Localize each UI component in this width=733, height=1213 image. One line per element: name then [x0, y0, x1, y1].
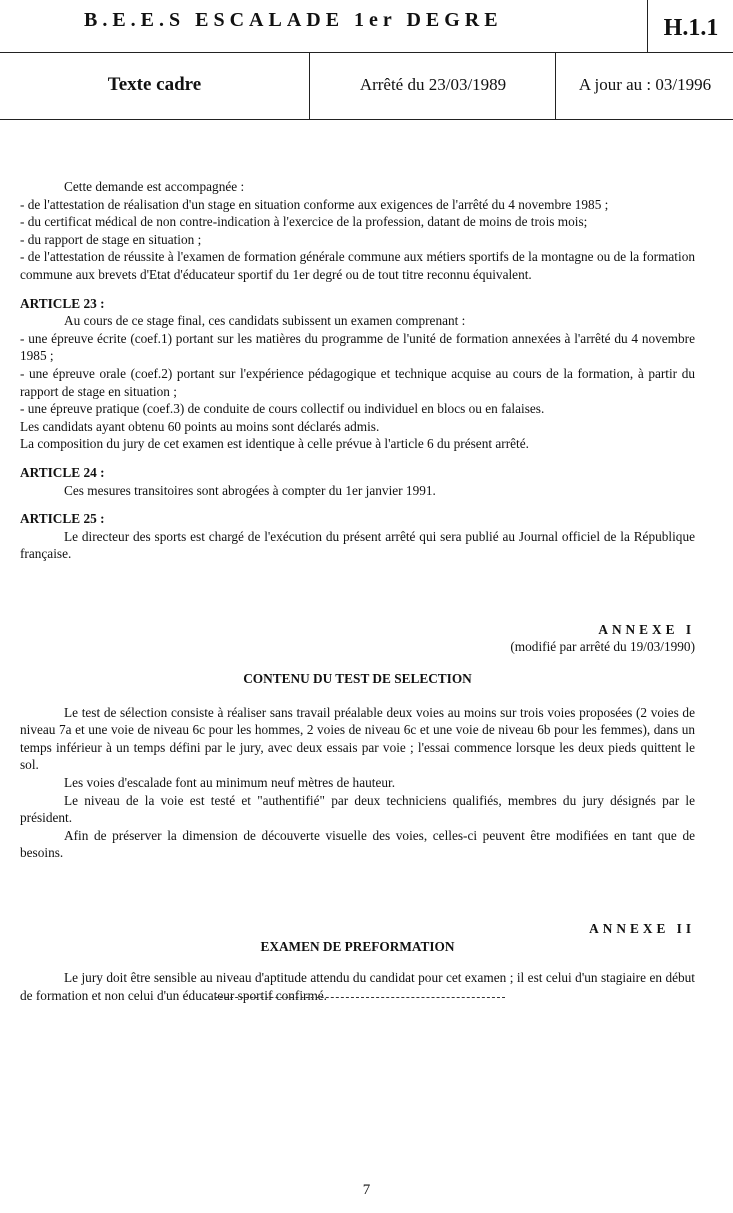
header-title-row [0, 0, 733, 53]
annex-2-title: ANNEXE II [589, 921, 695, 936]
article-23-title: ARTICLE 23 : [20, 295, 105, 311]
list-item: - une épreuve orale (coef.2) portant sur l'expérience pédagogique et technique acquise au cours de la formation, à partir du rapport de stage en situation ; [20, 365, 695, 399]
annex-1-heading: CONTENU DU TEST DE SELECTION [243, 671, 472, 687]
list-item: - une épreuve écrite (coef.1) portant sur les matières du programme de l'unité de formation annexées à l'arrêté du 4 novembre 1985 ; [20, 330, 695, 364]
annex-1-title: ANNEXE I [598, 621, 695, 637]
annex-2-text: Le jury doit être sensible au niveau d'aptitude attendu du candidat pour cet examen ; il est celui d'un stagiaire en début de formation et non celui d'un éducateur sportif confirmé. [20, 970, 695, 1003]
document-body [20, 178, 695, 1004]
article-25-text: Le directeur des sports est chargé de l'exécution du présent arrêté qui sera publié au Journal officiel de la République française. [20, 528, 695, 562]
page-number: 7 [362, 1182, 371, 1198]
text-cadre-label: Texte cadre [107, 74, 202, 95]
header-info-row [0, 52, 733, 120]
annex-2-heading: EXAMEN DE PREFORMATION [260, 938, 455, 954]
article-23-intro: Au cours de ce stage final, ces candidats subissent un examen comprenant : [64, 313, 466, 329]
arrete-date: Arrêté du 23/03/1989 [309, 52, 556, 119]
list-item: - une épreuve pratique (coef.3) de conduite de cours collectif ou individuel en blocs ou en falaises. [20, 401, 545, 417]
document-title: B.E.E.S ESCALADE 1er DEGRE [84, 9, 503, 31]
annex-1-paragraph: Les voies d'escalade font au minimum neuf mètres de hauteur. [64, 775, 396, 791]
annex-1-paragraph: Le niveau de la voie est testé et "authentifié" par deux techniciens qualifiés, membres du jury désignés par le président. [20, 792, 695, 826]
annex-1-subtitle: (modifié par arrêté du 19/03/1990) [510, 639, 695, 655]
intro-text: Cette demande est accompagnée : [64, 179, 245, 194]
article-24-title: ARTICLE 24 : [20, 464, 105, 480]
update-date: A jour au : 03/1996 [555, 52, 733, 119]
article-25-title: ARTICLE 25 : [20, 511, 105, 527]
list-item: - du rapport de stage en situation ; [20, 231, 202, 247]
list-item: - de l'attestation de réussite à l'examen de formation générale commune aux métiers sportifs de la montagne ou de la formation commune aux brevets d'Etat d'éducateur sportif du 1er degré ou de tout titre reconnu équivalent. [20, 249, 695, 282]
separator-line [215, 997, 505, 998]
list-item: La composition du jury de cet examen est identique à celle prévue à l'article 6 du présent arrêté. [20, 436, 529, 452]
article-24-text: Ces mesures transitoires sont abrogées à compter du 1er janvier 1991. [64, 482, 436, 498]
list-item: - du certificat médical de non contre-indication à l'exercice de la profession, datant de moins de trois mois; [20, 214, 588, 230]
annex-1-paragraph: Le test de sélection consiste à réaliser sans travail préalable deux voies au moins sur trois voies proposées (2 voies de niveau 7a et une voie de niveau 6c pour les hommes, 2 voies de niveau 6c et une voie de niveau 6b pour les femmes), dans un temps inférieur à un temps défini par le jury, avec deux essais par voie ; l'essai commence lorsque les deux pieds quittent le sol. [20, 704, 695, 773]
document-code: H.1.1 [647, 0, 733, 52]
list-item: Les candidats ayant obtenu 60 points au moins sont déclarés admis. [20, 418, 380, 434]
annex-1-paragraph: Afin de préserver la dimension de découverte visuelle des voies, celles-ci peuvent être modifiées en tant que de besoins. [20, 827, 695, 861]
list-item: - de l'attestation de réalisation d'un stage en situation conforme aux exigences de l'arrêté du 4 novembre 1985 ; [20, 196, 609, 212]
